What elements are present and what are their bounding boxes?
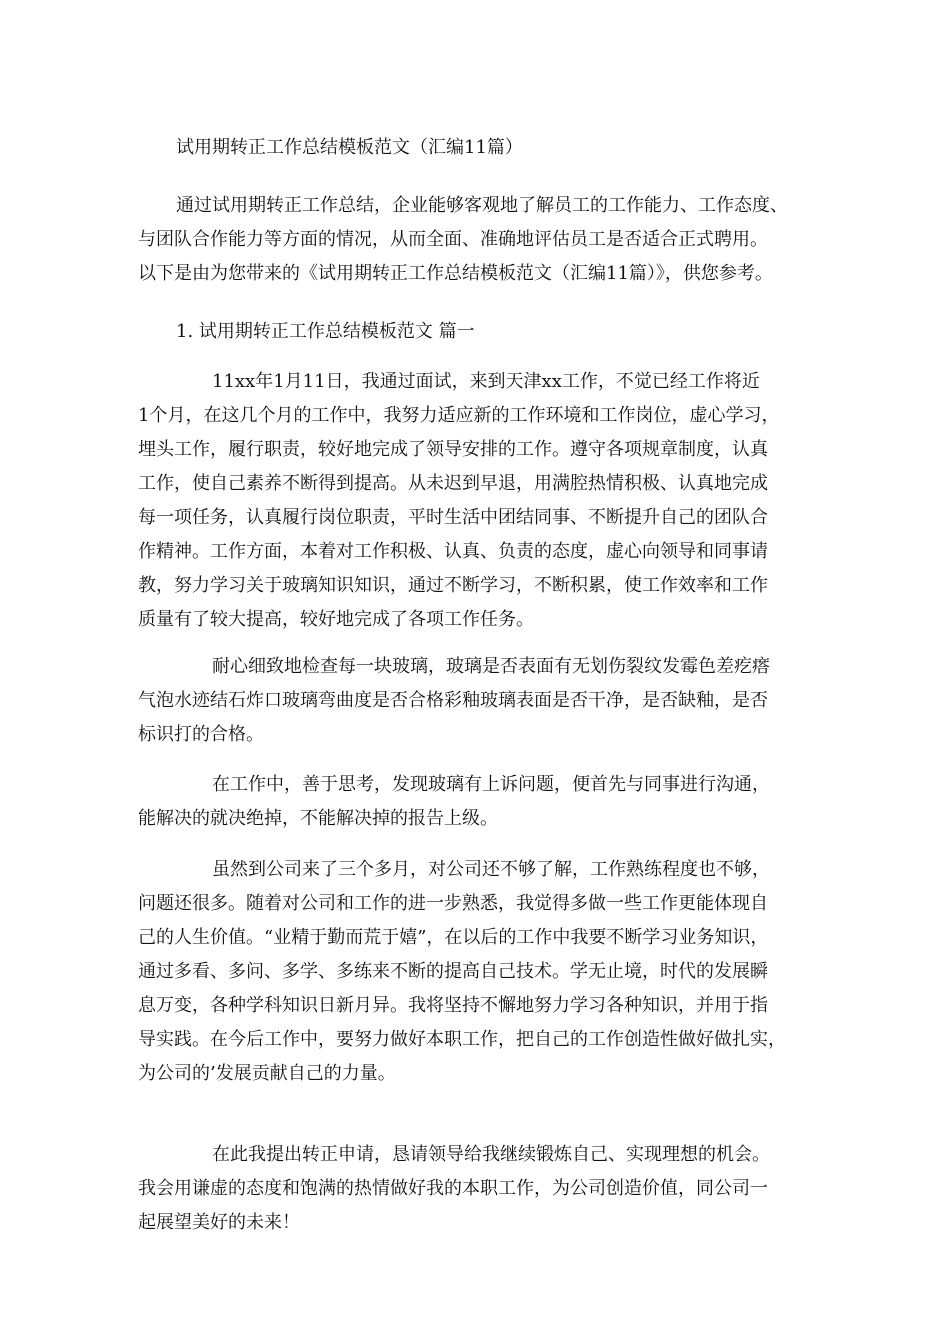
paragraph-line: 标识打的合格。 (138, 724, 264, 745)
paragraph-line: 1个月，在这几个月的工作中，我努力适应新的工作环境和工作岗位，虚心学习， (138, 405, 780, 426)
paragraph-5 (138, 1138, 818, 1240)
intro-line: 以下是由为您带来的《试用期转正工作总结模板范文（汇编11篇）》，供您参考。 (138, 263, 773, 284)
paragraph-line: 在工作中，善于思考，发现玻璃有上诉问题，便首先与同事进行沟通， (212, 774, 770, 795)
paragraph-line: 11xx年1月11日，我通过面试，来到天津xx工作，不觉已经工作将近 (212, 371, 760, 392)
paragraph-1 (138, 365, 818, 637)
paragraph-line: 每一项任务，认真履行岗位职责，平时生活中团结同事、不断提升自己的团队合 (138, 507, 768, 528)
paragraph-line: 息万变，各种学科知识日新月异。我将坚持不懈地努力学习各种知识，并用于指 (138, 995, 768, 1016)
paragraph-line: 导实践。在今后工作中，要努力做好本职工作，把自己的工作创造性做好做扎实， (138, 1029, 786, 1050)
paragraph-line: 己的人生价值。“业精于勤而荒于嬉”，在以后的工作中我要不断学习业务知识， (138, 927, 769, 948)
paragraph-line: 气泡水迹结石炸口玻璃弯曲度是否合格彩釉玻璃表面是否干净，是否缺釉，是否 (138, 690, 768, 711)
paragraph-line: 起展望美好的未来！ (138, 1212, 300, 1233)
intro-line: 通过试用期转正工作总结，企业能够客观地了解员工的工作能力、工作态度、 (176, 195, 788, 216)
paragraph-line: 工作，使自己素养不断得到提高。从未迟到早退，用满腔热情积极、认真地完成 (138, 473, 768, 494)
paragraph-line: 耐心细致地检查每一块玻璃，玻璃是否表面有无划伤裂纹发霉色差疙瘩 (212, 656, 770, 677)
paragraph-line: 问题还很多。随着对公司和工作的进一步熟悉，我觉得多做一些工作更能体现自 (138, 893, 768, 914)
section-heading: 1. 试用期转正工作总结模板范文 篇一 (176, 321, 475, 342)
paragraph-line: 通过多看、多问、多学、多练来不断的提高自己技术。学无止境，时代的发展瞬 (138, 961, 768, 982)
paragraph-line: 作精神。工作方面，本着对工作积极、认真、负责的态度，虚心向领导和同事请 (138, 541, 768, 562)
paragraph-line: 质量有了较大提高，较好地完成了各项工作任务。 (138, 609, 534, 630)
paragraph-line: 教，努力学习关于玻璃知识知识，通过不断学习，不断积累，使工作效率和工作 (138, 575, 768, 596)
document-title: 试用期转正工作总结模板范文（汇编11篇） (176, 137, 523, 158)
paragraph-line: 我会用谦虚的态度和饱满的热情做好我的本职工作，为公司创造价值，同公司一 (138, 1178, 768, 1199)
paragraph-line: 在此我提出转正申请，恳请领导给我继续锻炼自己、实现理想的机会。 (212, 1144, 770, 1165)
paragraph-line: 虽然到公司来了三个多月，对公司还不够了解，工作熟练程度也不够， (212, 859, 770, 880)
intro-line: 与团队合作能力等方面的情况，从而全面、准确地评估员工是否适合正式聘用。 (138, 229, 768, 250)
paragraph-line: 为公司的’发展贡献自己的力量。 (138, 1063, 396, 1084)
paragraph-2 (138, 650, 818, 752)
paragraph-line: 能解决的就决绝掉，不能解决掉的报告上级。 (138, 808, 498, 829)
paragraph-3 (138, 768, 818, 836)
paragraph-line: 埋头工作，履行职责，较好地完成了领导安排的工作。遵守各项规章制度，认真 (138, 439, 768, 460)
paragraph-4 (138, 853, 818, 1091)
